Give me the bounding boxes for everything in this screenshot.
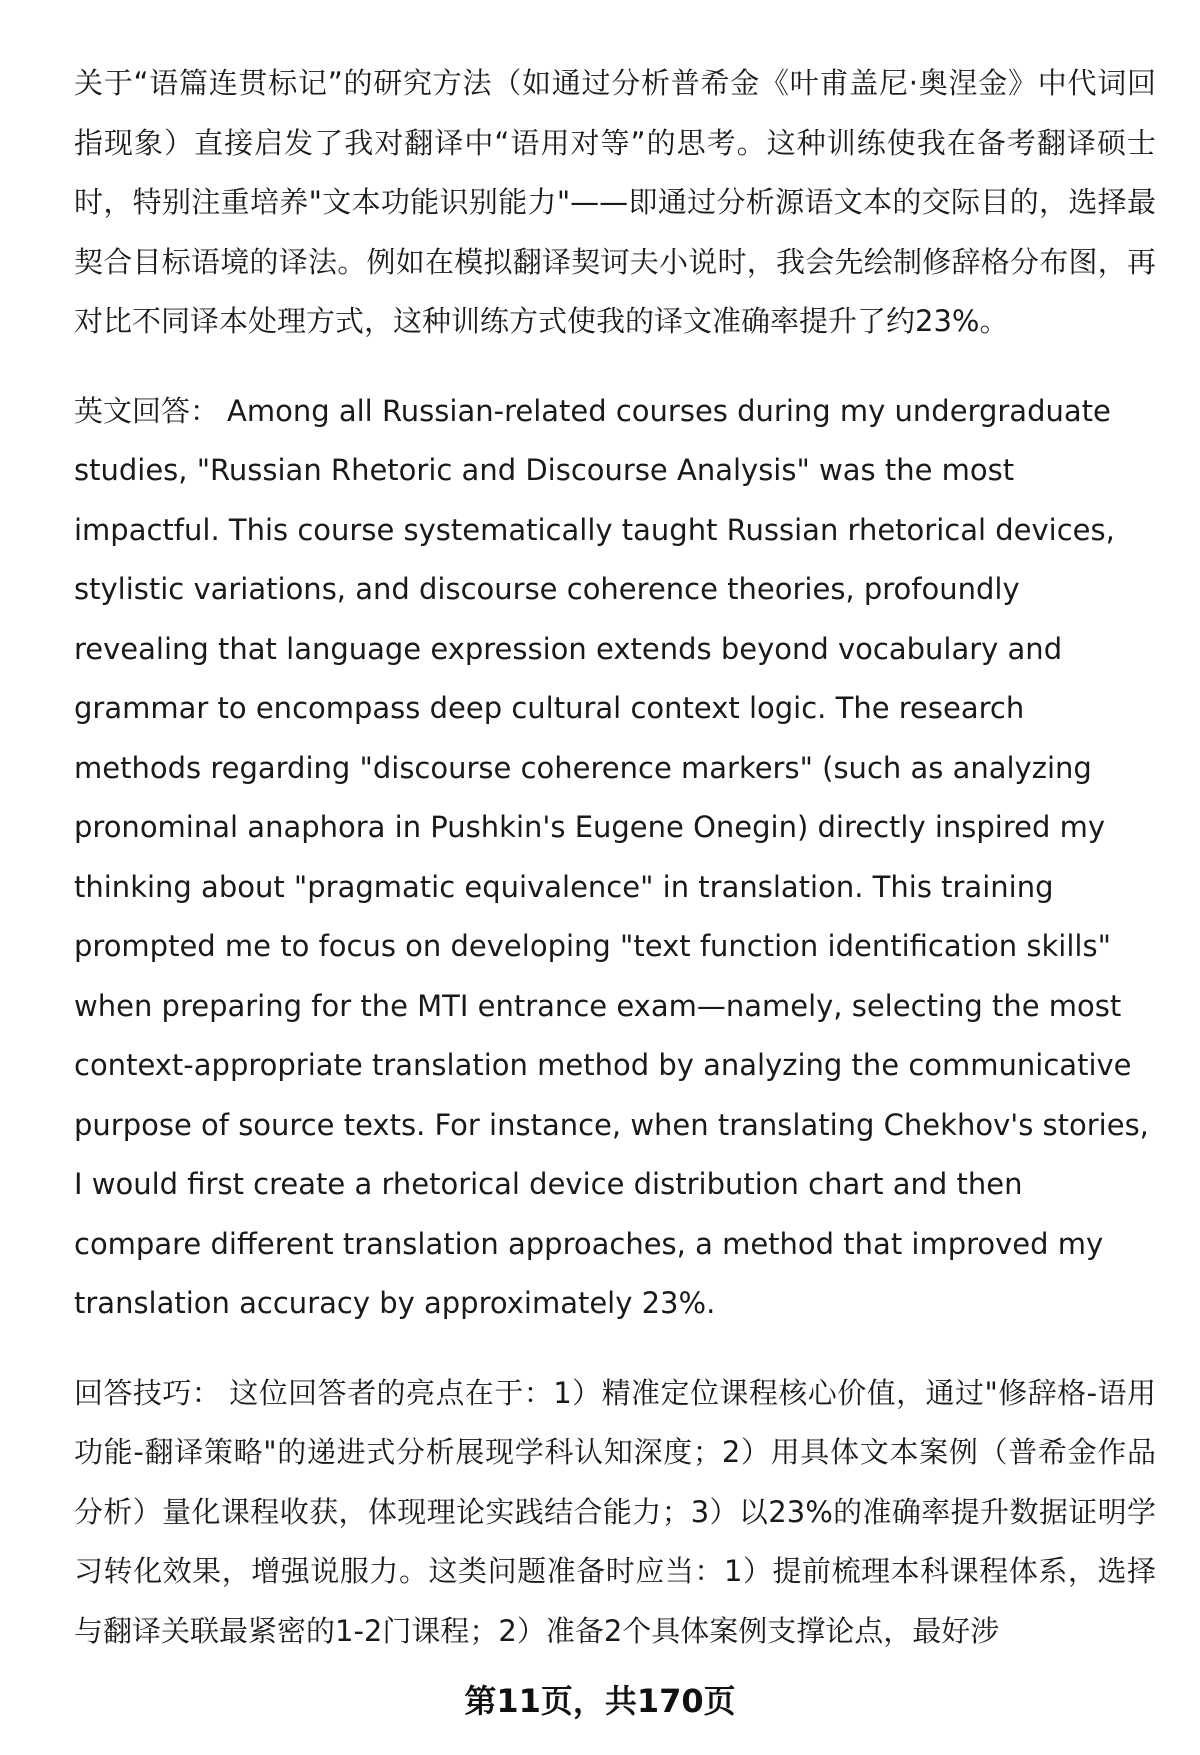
answer-tips-paragraph [74,1364,1156,1662]
english-answer-label: 英文回答： [74,393,220,428]
paragraph-cn-continued: 关于“语篇连贯标记”的研究方法（如通过分析普希金《叶甫盖尼·奥涅金》中代词回指现象）直接启发了我对翻译中“语用对等”的思考。这种训练使我在备考翻译硕士时，特别注重培养"文本功能识别能力"——即通过分析源语文本的交际目的，选择最契合目标语境的译法。例如在模拟翻译契诃夫小说时，我会先绘制修辞格分布图，再对比不同译本处理方式，这种训练方式使我的译文准确率提升了约23%。 [74,66,1156,338]
answer-tips-text: 这位回答者的亮点在于：1）精准定位课程核心价值，通过"修辞格-语用功能-翻译策略"的递进式分析展现学科认知深度；2）用具体文本案例（普希金作品分析）量化课程收获，体现理论实践结合能力；3）以23%的准确率提升数据证明学习转化效果，增强说服力。这类问题准备时应当：1）提前梳理本科课程体系，选择与翻译关联最紧密的1-2门课程；2）准备2个具体案例支撑论点，最好涉 [74,1375,1156,1648]
page-footer: 第11页，共170页 [464,1682,736,1720]
answer-tips-label: 回答技巧： [74,1375,222,1410]
english-answer-paragraph [74,382,1156,1334]
english-answer-text: Among all Russian-related courses during my undergraduate studies, "Russian Rhetoric and Discourse Analysis" was the most impactful. This course systematically taught Russian rhetorical devices, stylistic variations, and discourse coherence theories, profoundly revealing that language expression extends beyond vocabulary and grammar to encompass deep cultural context logic. The research methods regarding "discourse coherence markers" (such as analyzing pronominal anaphora in Pushkin's Eugene Onegin) directly inspired my thinking about "pragmatic equivalence" in translation. This training prompted me to focus on developing "text function identification skills" when preparing for the MTI entrance exam—namely, selecting the most context-appropriate translation method by analyzing the communicative purpose of source texts. For instance, when translating Chekhov's stories, I would first create a rhetorical device distribution chart and then compare different translation approaches, a method that improved my translation accuracy by approximately 23%. [74,393,1149,1320]
page-content [74,54,1156,1661]
